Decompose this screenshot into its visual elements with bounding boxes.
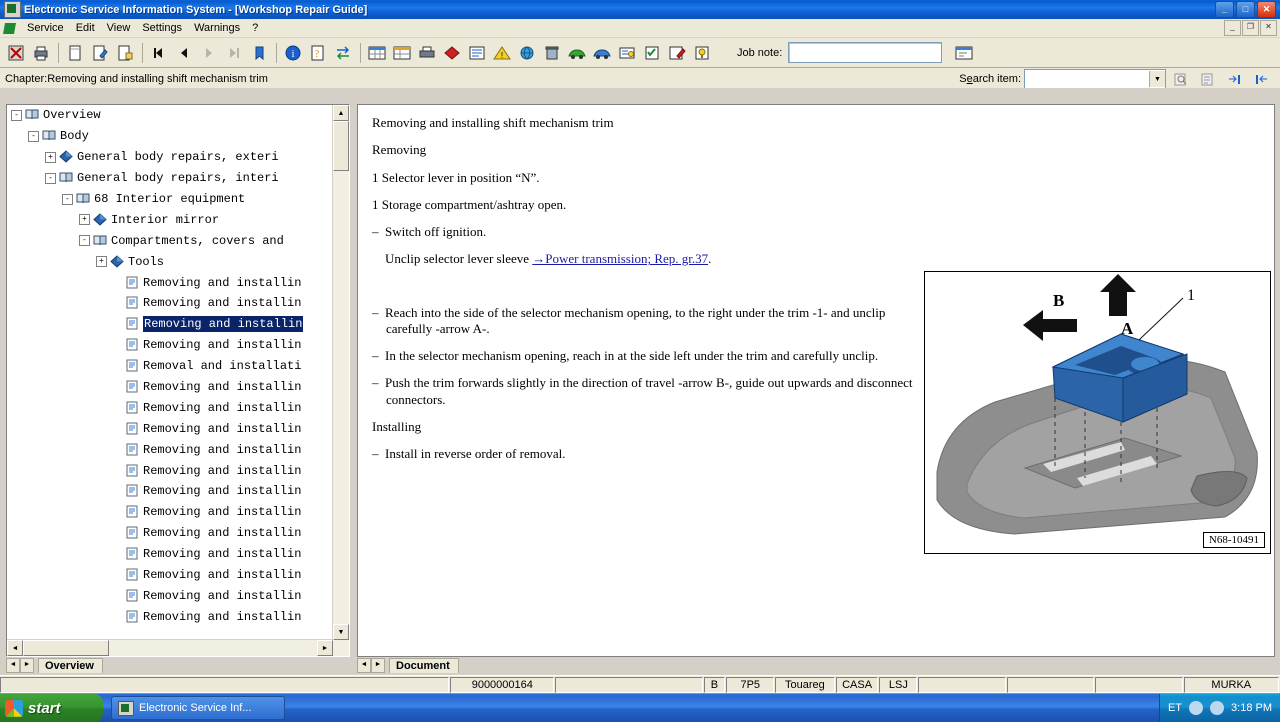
tray-volume-icon[interactable] <box>1210 701 1224 715</box>
tree-item[interactable] <box>7 460 349 481</box>
tree-item-label: Removing and installin <box>143 338 302 353</box>
tree-item-label: Removing and installin <box>143 484 302 499</box>
status-cell-blank-2 <box>918 677 1005 693</box>
book-icon <box>42 129 56 143</box>
tree-item-label: Removing and installin <box>144 317 303 332</box>
book-icon <box>76 192 90 206</box>
previous-page-icon[interactable] <box>172 41 196 64</box>
tree-item-label: Interior mirror <box>111 212 220 227</box>
tree-item-label: Removing and installin <box>143 568 302 583</box>
tree-item-label: 68 Interior equipment <box>94 192 246 206</box>
windows-flag-icon <box>5 700 23 717</box>
tree-item-label: Removing and installin <box>143 442 302 457</box>
expand-icon[interactable]: + <box>96 256 107 267</box>
doc-step: 1 Selector lever in position “N”. <box>372 169 540 185</box>
document-icon <box>125 589 139 603</box>
status-cell-brand: B <box>704 677 726 693</box>
search-item-label: Search item: <box>959 73 1021 85</box>
tree-item[interactable] <box>7 523 349 544</box>
car-blue-icon[interactable] <box>590 41 614 64</box>
doc-step: – In the selector mechanism opening, reach in at the side left under the trim and carefully unclip. <box>372 348 879 363</box>
tree-item-label: Removing and installin <box>143 400 302 415</box>
toolbar-separator <box>58 43 59 63</box>
chapter-text: Chapter:Removing and installing shift mechanism trim <box>5 73 268 85</box>
document-icon <box>125 526 139 540</box>
document-tab-next[interactable]: ► <box>371 658 385 673</box>
document-icon <box>3 22 17 35</box>
svg-text:B: B <box>1053 291 1065 310</box>
tray-network-icon[interactable] <box>1189 701 1203 715</box>
diamond-icon <box>93 213 107 227</box>
start-button-label: start <box>28 699 61 717</box>
diamond-icon <box>59 150 73 164</box>
tree-item[interactable] <box>7 397 349 418</box>
window-controls <box>1215 1 1278 18</box>
taskbar-item-label: Electronic Service Inf... <box>139 702 252 714</box>
tree-item[interactable] <box>7 481 349 502</box>
search-options-button[interactable] <box>1196 68 1220 90</box>
collapse-icon[interactable]: - <box>11 110 22 121</box>
status-cell-model-code: 7P5 <box>726 677 774 693</box>
toolbar-separator <box>360 43 361 63</box>
navigation-tree[interactable] <box>7 105 349 656</box>
tree-tab-strip <box>6 658 350 673</box>
document-icon <box>125 484 139 498</box>
status-cell-engine: CASA <box>836 677 879 693</box>
tree-item-label: Overview <box>43 108 101 123</box>
scroll-thumb-horizontal[interactable] <box>23 640 109 656</box>
warning-icon[interactable] <box>490 41 514 64</box>
tree-item[interactable] <box>7 585 349 606</box>
taskbar <box>0 693 1280 722</box>
document-icon <box>125 359 139 373</box>
tree-item-label: Removing and installin <box>143 421 302 436</box>
section-installing: Installing <box>372 418 422 434</box>
document-icon <box>125 401 139 415</box>
chevron-down-icon[interactable]: ▼ <box>1149 71 1165 87</box>
document-icon <box>125 568 139 582</box>
tree-item[interactable] <box>7 335 349 356</box>
document-icon <box>125 464 139 478</box>
collapse-icon[interactable]: - <box>45 173 56 184</box>
scroll-up-arrow[interactable]: ▲ <box>333 105 349 121</box>
tip-icon[interactable] <box>690 41 714 64</box>
status-cell-user: MURKA <box>1184 677 1279 693</box>
tree-item-label: Tools <box>128 254 165 269</box>
app-icon <box>4 1 21 18</box>
tray-clock[interactable]: 3:18 PM <box>1231 702 1272 714</box>
job-note-open-icon[interactable] <box>952 41 976 64</box>
app-icon-small <box>118 701 134 716</box>
collapse-icon[interactable]: - <box>28 131 39 142</box>
figure-center-console <box>924 271 1271 554</box>
expand-icon[interactable]: + <box>79 214 90 225</box>
job-note-label: Job note: <box>737 46 783 59</box>
doc-step: 1 Storage compartment/ashtray open. <box>372 196 567 212</box>
toolbar-separator <box>142 43 143 63</box>
info-icon[interactable] <box>281 41 305 64</box>
taskbar-item-esi[interactable] <box>111 696 285 720</box>
tree-horizontal-scrollbar[interactable] <box>7 639 333 656</box>
tree-item[interactable] <box>7 147 349 168</box>
tree-item[interactable] <box>7 189 349 210</box>
tree-item[interactable] <box>7 168 349 189</box>
figure-code: N68-10491 <box>1203 532 1265 548</box>
collapse-panel-button[interactable] <box>1250 68 1274 90</box>
document-icon <box>125 338 139 352</box>
section-removing: Removing <box>372 142 427 158</box>
first-page-icon[interactable] <box>147 41 171 64</box>
tree-item[interactable] <box>7 544 349 565</box>
svg-text:?: ? <box>314 48 320 60</box>
tree-item[interactable] <box>7 209 349 230</box>
tree-item-label: Removing and installin <box>143 609 302 624</box>
work-area <box>0 88 1280 673</box>
cross-reference-link[interactable]: →Power transmission; Rep. gr.37 <box>532 251 709 267</box>
exit-icon[interactable] <box>4 41 28 64</box>
edit-document-icon[interactable] <box>88 41 112 64</box>
tree-item[interactable] <box>7 356 349 377</box>
status-cell-blank-1 <box>555 677 702 693</box>
tree-item[interactable] <box>7 105 349 126</box>
minimize-button[interactable]: _ <box>1215 1 1234 18</box>
collapse-icon[interactable]: - <box>62 194 73 205</box>
scroll-thumb-vertical[interactable] <box>333 121 349 171</box>
new-document-icon[interactable] <box>63 41 87 64</box>
red-diamond-icon[interactable] <box>440 41 464 64</box>
svg-text:A: A <box>1121 319 1134 338</box>
tree-item[interactable] <box>7 293 349 314</box>
table-edit-icon[interactable] <box>390 41 414 64</box>
tree-item[interactable] <box>7 126 349 147</box>
bookmark-icon[interactable] <box>247 41 271 64</box>
document-icon <box>125 380 139 394</box>
collapse-icon[interactable]: - <box>79 235 90 246</box>
print-icon[interactable] <box>29 41 53 64</box>
main-toolbar <box>0 38 1280 68</box>
document-icon <box>125 443 139 457</box>
checklist-icon[interactable] <box>640 41 664 64</box>
search-zone <box>959 68 1280 90</box>
document-icon <box>125 505 139 519</box>
tree-item-label: Removing and installin <box>143 588 302 603</box>
tree-vertical-scrollbar[interactable] <box>332 105 349 640</box>
tree-item-label: Removing and installin <box>143 505 302 520</box>
menu-item-service[interactable]: Service <box>27 22 64 34</box>
car-green-icon[interactable] <box>565 41 589 64</box>
tree-item-selected[interactable] <box>7 314 349 335</box>
doc-step: – Switch off ignition. <box>372 224 487 239</box>
status-cell-model: Touareg <box>775 677 835 693</box>
tree-item[interactable] <box>7 272 349 293</box>
navigation-tree-panel <box>6 104 350 657</box>
trash-icon[interactable] <box>540 41 564 64</box>
expand-panel-button[interactable] <box>1223 68 1247 90</box>
svg-text:!: ! <box>500 50 504 60</box>
document-icon <box>125 296 139 310</box>
tree-item[interactable] <box>7 251 349 272</box>
tree-item[interactable] <box>7 439 349 460</box>
figure-illustration <box>925 272 1268 551</box>
document-tab-prev[interactable]: ◄ <box>357 658 371 673</box>
status-cell-empty-left <box>0 677 449 693</box>
doc-step: – Install in reverse order of removal. <box>372 446 566 461</box>
menu-item-help[interactable]: ? <box>252 22 259 34</box>
job-note-input[interactable] <box>788 42 942 63</box>
tray-language-indicator[interactable]: ET <box>1167 702 1183 714</box>
book-icon <box>25 108 39 122</box>
menu-item-warnings[interactable]: Warnings <box>194 22 241 34</box>
svg-text:1: 1 <box>1187 287 1195 304</box>
tree-item[interactable] <box>7 502 349 523</box>
document-tab-nav[interactable] <box>357 658 385 673</box>
status-cell-blank-3 <box>1007 677 1094 693</box>
tree-item-label: Removing and installin <box>143 380 302 395</box>
document-icon <box>125 317 139 331</box>
book-icon <box>59 171 73 185</box>
document-icon <box>125 610 139 624</box>
last-page-icon[interactable] <box>222 41 246 64</box>
tree-tab-next[interactable]: ► <box>20 658 34 673</box>
mdi-minimize-button[interactable]: _ <box>1224 20 1241 36</box>
doc-step: – Push the trim forwards slightly in the direction of travel -arrow B-, guide out upwards and disconnect connectors. <box>372 375 913 407</box>
tree-item-label: Removing and installin <box>143 526 302 541</box>
system-tray <box>1159 694 1280 722</box>
tree-item-label: Removing and installin <box>143 296 302 311</box>
scroll-down-arrow[interactable]: ▼ <box>333 624 349 640</box>
tree-item-label: Removal and installati <box>143 359 302 374</box>
vehicle-data-icon[interactable] <box>615 41 639 64</box>
menu-item-settings[interactable]: Settings <box>142 22 183 34</box>
globe-icon[interactable] <box>515 41 539 64</box>
tree-item-label: General body repairs, interi <box>77 171 279 186</box>
menu-item-view[interactable]: View <box>106 22 131 34</box>
mdi-window-controls <box>1224 20 1280 36</box>
doc-step: – Reach into the side of the selector mechanism opening, to the right under the trim -1- and unclip carefully -arrow A-. <box>372 304 886 336</box>
tree-item-label: Body <box>60 129 89 144</box>
tab-document[interactable]: Document <box>389 658 459 673</box>
tree-tab-nav[interactable] <box>6 658 34 673</box>
window-title: Electronic Service Information System - [Workshop Repair Guide] <box>24 3 368 16</box>
tree-item[interactable] <box>7 377 349 398</box>
document-tab-strip <box>357 658 1275 673</box>
tree-item[interactable] <box>7 418 349 439</box>
tree-item-label: Removing and installin <box>143 547 302 562</box>
tree-item[interactable] <box>7 565 349 586</box>
book-icon <box>93 234 107 248</box>
menu-bar <box>0 19 1280 38</box>
tree-item[interactable] <box>7 606 349 627</box>
status-cell-order-number: 9000000164 <box>450 677 554 693</box>
scroll-right-arrow[interactable]: ► <box>317 640 333 656</box>
document-icon <box>125 276 139 290</box>
status-cell-gearbox: LSJ <box>879 677 917 693</box>
document-title: Removing and installing shift mechanism trim <box>372 115 614 130</box>
table-icon[interactable] <box>365 41 389 64</box>
search-button[interactable] <box>1169 68 1193 90</box>
maximize-button[interactable]: □ <box>1236 1 1255 18</box>
start-button[interactable] <box>0 694 103 722</box>
title-bar <box>0 0 1280 19</box>
menu-item-edit[interactable]: Edit <box>75 22 95 34</box>
close-button[interactable]: ✕ <box>1257 1 1276 18</box>
swap-icon[interactable] <box>331 41 355 64</box>
mdi-close-button[interactable]: ✕ <box>1260 20 1277 36</box>
edit-note-icon[interactable] <box>665 41 689 64</box>
document-list-icon[interactable] <box>465 41 489 64</box>
printer-setup-icon[interactable] <box>415 41 439 64</box>
toolbar-separator <box>276 43 277 63</box>
tree-item[interactable] <box>7 230 349 251</box>
scroll-left-arrow[interactable]: ◄ <box>7 640 23 656</box>
tree-item-label: Removing and installin <box>143 463 302 478</box>
help-icon[interactable] <box>306 41 330 64</box>
document-icon <box>125 547 139 561</box>
diamond-icon <box>110 255 124 269</box>
doc-step-unclip: Unclip selector lever sleeve →Power transmission; Rep. gr.37. <box>385 251 712 267</box>
document-icon <box>125 422 139 436</box>
tree-tab-prev[interactable]: ◄ <box>6 658 20 673</box>
tree-item-label: General body repairs, exteri <box>77 150 279 165</box>
status-cell-blank-4 <box>1095 677 1182 693</box>
svg-text:i: i <box>291 48 295 60</box>
tree-item-label: Compartments, covers and <box>111 233 284 248</box>
status-bar <box>0 675 1280 694</box>
next-page-icon[interactable] <box>197 41 221 64</box>
mdi-restore-button[interactable]: ❐ <box>1242 20 1259 36</box>
tree-item-label: Removing and installin <box>143 275 302 290</box>
scrollbar-corner <box>333 640 349 656</box>
save-document-icon[interactable] <box>113 41 137 64</box>
expand-icon[interactable]: + <box>45 152 56 163</box>
document-panel <box>357 104 1275 657</box>
search-item-combobox[interactable] <box>1024 69 1166 89</box>
tab-overview[interactable]: Overview <box>38 658 103 673</box>
